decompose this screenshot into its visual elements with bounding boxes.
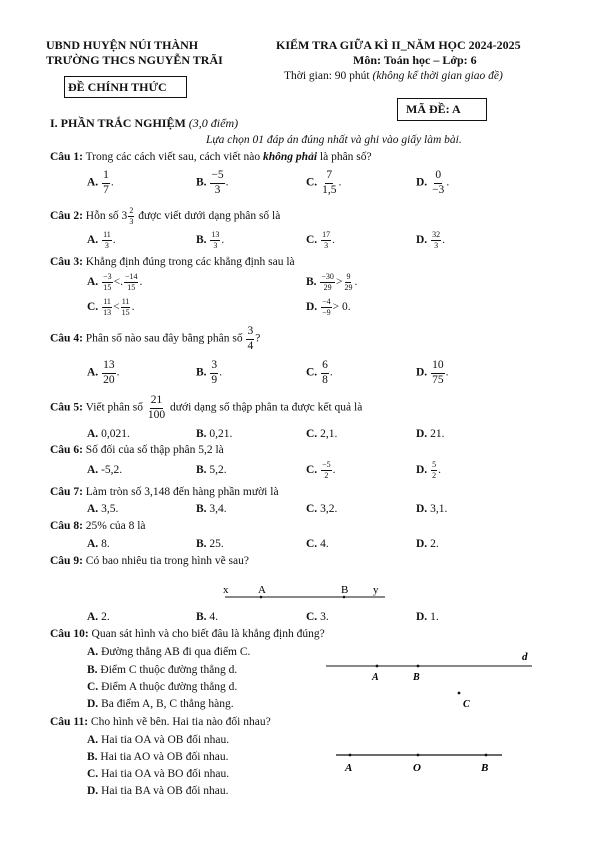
q4-option-c[interactable]: C. $\frac{6}{8}$ . bbox=[306, 359, 333, 386]
q10-option-d[interactable]: D. Ba điểm A, B, C thẳng hàng. bbox=[87, 698, 234, 710]
q6-option-b[interactable]: B. 5,2. bbox=[196, 464, 227, 476]
section-points: (3,0 điểm) bbox=[188, 116, 239, 130]
question-6 bbox=[50, 444, 224, 456]
q11-option-a[interactable]: A. Hai tia OA và OB đối nhau. bbox=[87, 734, 230, 746]
q1-option-b[interactable]: B. $\frac{-5}{3}$ . bbox=[196, 169, 229, 196]
q10-label-c: C bbox=[463, 699, 470, 710]
q6-option-a[interactable]: A. -5,2. bbox=[87, 464, 123, 476]
question-5: Câu 5: Viết phân số $\frac{21}{100}$ dưới dạng số thập phân ta được kết quả là bbox=[50, 394, 363, 421]
q6-option-c[interactable]: C. $\frac{-5}{2}$ . bbox=[306, 460, 336, 480]
district-name: UBND HUYỆN NÚI THÀNH bbox=[46, 38, 199, 52]
question-2: Câu 2: Hỗn số 3 $\frac{2}{3}$ được viết dưới dạng phân số là bbox=[50, 206, 281, 226]
q6-option-d[interactable]: D. $\frac{5}{2}$ . bbox=[416, 460, 441, 480]
time-text: Thời gian: 90 phút bbox=[284, 70, 370, 82]
section-title-text: I. PHẦN TRẮC NGHIỆM bbox=[50, 116, 186, 130]
q6-text: Số đối của số thập phân 5,2 là bbox=[85, 444, 224, 456]
q11-text: Cho hình vẽ bên. Hai tia nào đối nhau? bbox=[90, 716, 271, 728]
q4-option-a[interactable]: A. $\frac{13}{20}$ . bbox=[87, 359, 120, 386]
q3-text: Khẳng định đúng trong các khẳng định sau là bbox=[85, 256, 295, 268]
q7-option-c[interactable]: C. 3,2. bbox=[306, 503, 338, 515]
q8-option-c[interactable]: C. 4. bbox=[306, 538, 329, 550]
q10-point-c bbox=[458, 692, 461, 695]
q5-option-d[interactable]: D. 21. bbox=[416, 428, 445, 440]
question-10 bbox=[50, 628, 325, 640]
q6-label: Câu 6: bbox=[50, 444, 83, 456]
q9-text: Có bao nhiêu tia trong hình vẽ sau? bbox=[85, 555, 249, 567]
q9-label-y: y bbox=[373, 584, 379, 596]
q11-figure bbox=[330, 745, 510, 775]
q5-text-a: Viết phân số bbox=[85, 401, 144, 414]
q8-label: Câu 8: bbox=[50, 520, 83, 532]
q1-text-a: Trong các cách viết sau, cách viết nào bbox=[85, 151, 264, 163]
question-9 bbox=[50, 555, 249, 567]
q5-label: Câu 5: bbox=[50, 401, 83, 414]
q9-label: Câu 9: bbox=[50, 555, 83, 567]
q11-label-b: B bbox=[481, 762, 489, 774]
q9-label-b: B bbox=[341, 584, 349, 596]
q9-option-a[interactable]: A. 2. bbox=[87, 611, 110, 623]
q5-text-b: dưới dạng số thập phân ta được kết quả là bbox=[170, 401, 363, 414]
q11-option-d[interactable]: D. Hai tia BA và OB đối nhau. bbox=[87, 785, 229, 797]
q3-option-c[interactable]: C. $\frac{11}{13}$ < $\frac{11}{15}$ . bbox=[87, 297, 135, 317]
exam-code: MÃ ĐỀ: A bbox=[406, 102, 461, 116]
q3-label: Câu 3: bbox=[50, 256, 83, 268]
q1-option-a[interactable]: A. $\frac{1}{7}$ . bbox=[87, 169, 114, 196]
q9-figure bbox=[215, 582, 390, 604]
q11-point-a bbox=[349, 754, 352, 757]
q8-text: 25% của 8 là bbox=[85, 520, 146, 532]
q5-option-c[interactable]: C. 2,1. bbox=[306, 428, 338, 440]
q10-text: Quan sát hình và cho biết đâu là khẳng định đúng? bbox=[91, 628, 325, 640]
q9-option-c[interactable]: C. 3. bbox=[306, 611, 329, 623]
q10-label: Câu 10: bbox=[50, 628, 89, 640]
question-1 bbox=[50, 151, 372, 163]
official-label: ĐỀ CHÍNH THỨC bbox=[68, 80, 167, 94]
q2-text-b: được viết dưới dạng phân số là bbox=[135, 210, 281, 223]
subject-line: Môn: Toán học – Lớp: 6 bbox=[353, 53, 477, 67]
q1-text-c: là phân số? bbox=[317, 151, 372, 163]
q4-option-d[interactable]: D. $\frac{10}{75}$ . bbox=[416, 359, 449, 386]
q1-emphasis: không phải bbox=[263, 151, 318, 163]
q10-option-a[interactable]: A. Đường thẳng AB đi qua điểm C. bbox=[87, 646, 251, 658]
question-7 bbox=[50, 486, 279, 498]
q7-option-d[interactable]: D. 3,1. bbox=[416, 503, 448, 515]
q11-point-b bbox=[485, 754, 488, 757]
q11-label: Câu 11: bbox=[50, 716, 89, 728]
q4-label: Câu 4: bbox=[50, 332, 83, 345]
q2-text-a: Hỗn số 3 bbox=[85, 210, 128, 223]
q11-option-b[interactable]: B. Hai tia AO và OB đối nhau. bbox=[87, 751, 229, 763]
q11-label-o: O bbox=[413, 762, 421, 774]
time-note: (không kể thời gian giao đề) bbox=[372, 70, 503, 82]
q7-label: Câu 7: bbox=[50, 486, 83, 498]
question-11 bbox=[50, 716, 271, 728]
q11-label-a: A bbox=[345, 762, 353, 774]
exam-title: KIỂM TRA GIỮA KÌ II_NĂM HỌC 2024-2025 bbox=[276, 38, 521, 52]
q10-label-d: d bbox=[522, 651, 528, 663]
q9-label-a: A bbox=[258, 584, 266, 596]
q1-label: Câu 1: bbox=[50, 151, 83, 163]
question-3 bbox=[50, 256, 295, 268]
q3-option-a[interactable]: A. $\frac{-3}{15}$ <. $\frac{-14}{15}$ . bbox=[87, 272, 143, 292]
q10-option-b[interactable]: B. Điểm C thuộc đường thẳng d. bbox=[87, 664, 238, 676]
q4-text: Phân số nào sau đây bằng phân số bbox=[85, 332, 243, 345]
q10-option-c[interactable]: C. Điểm A thuộc đường thẳng d. bbox=[87, 681, 238, 693]
q2-option-c[interactable]: C. $\frac{17}{3}$ . bbox=[306, 230, 335, 250]
time-line bbox=[284, 70, 503, 82]
school-name: TRƯỜNG THCS NGUYỄN TRÃI bbox=[46, 53, 223, 67]
q2-option-b[interactable]: B. $\frac{13}{3}$ . bbox=[196, 230, 225, 250]
q10-figure bbox=[320, 648, 535, 714]
q2-option-a[interactable]: A. $\frac{11}{3}$ . bbox=[87, 230, 116, 250]
q8-option-d[interactable]: D. 2. bbox=[416, 538, 439, 550]
q1-option-c[interactable]: C. $\frac{7}{1,5}$ . bbox=[306, 169, 342, 196]
q7-text: Làm tròn số 3,148 đến hàng phần mười là bbox=[85, 486, 279, 498]
q7-option-a[interactable]: A. 3,5. bbox=[87, 503, 119, 515]
q10-label-b: B bbox=[413, 672, 420, 683]
q3-option-d[interactable]: D. $\frac{-4}{-9}$ > 0. bbox=[306, 297, 351, 317]
q5-option-b[interactable]: B. 0,21. bbox=[196, 428, 233, 440]
question-4: Câu 4: Phân số nào sau đây bằng phân số $\frac{3}{4}$ ? bbox=[50, 325, 261, 352]
q7-option-b[interactable]: B. 3,4. bbox=[196, 503, 227, 515]
q9-option-d[interactable]: D. 1. bbox=[416, 611, 439, 623]
q5-option-a[interactable]: A. 0,021. bbox=[87, 428, 130, 440]
section-instruction: Lựa chọn 01 đáp án đúng nhất và ghi vào giấy làm bài. bbox=[206, 134, 462, 146]
q3-option-b[interactable]: B. $\frac{-30}{29}$ > $\frac{9}{29}$ . bbox=[306, 272, 358, 292]
q10-label-a: A bbox=[372, 672, 379, 683]
q8-option-b[interactable]: B. 25. bbox=[196, 538, 224, 550]
q1-option-d[interactable]: D. $\frac{0}{-3}$ . bbox=[416, 169, 450, 196]
section-title bbox=[50, 116, 238, 131]
q8-option-a[interactable]: A. 8. bbox=[87, 538, 110, 550]
q11-point-o bbox=[417, 754, 420, 757]
q2-option-d[interactable]: D. $\frac{32}{3}$ . bbox=[416, 230, 445, 250]
q9-point-a bbox=[260, 596, 263, 599]
q9-option-b[interactable]: B. 4. bbox=[196, 611, 219, 623]
q11-option-c[interactable]: C. Hai tia OA và BO đối nhau. bbox=[87, 768, 230, 780]
q4-option-b[interactable]: B. $\frac{3}{9}$ . bbox=[196, 359, 223, 386]
q10-point-b bbox=[417, 665, 420, 668]
q2-label: Câu 2: bbox=[50, 210, 83, 223]
q9-point-b bbox=[343, 596, 346, 599]
question-8 bbox=[50, 520, 146, 532]
q9-label-x: x bbox=[223, 584, 229, 596]
q10-point-a bbox=[376, 665, 379, 668]
